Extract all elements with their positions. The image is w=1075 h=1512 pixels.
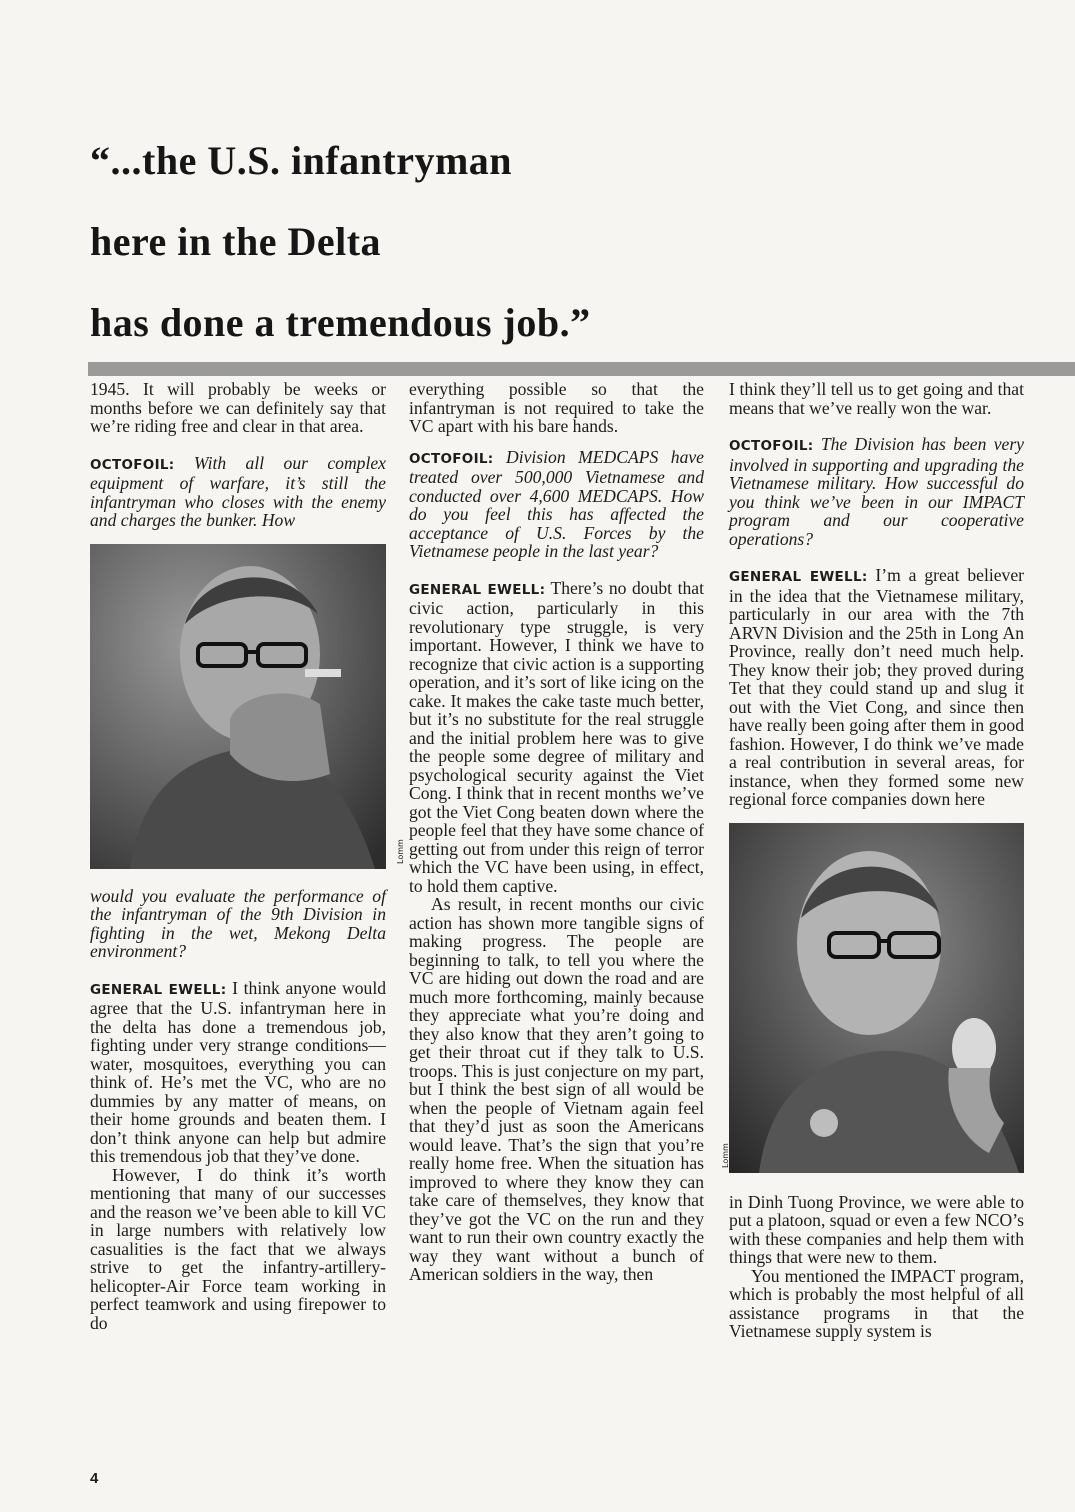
speaker-octofoil: OCTOFOIL: <box>729 438 814 454</box>
answer-text: There’s no doubt that civic action, particularly in this revolutionary type struggle, is very important. However, I think we have to recognize that civic action is a supporting operation, and it’s sort of like icing on the cake. It makes the cake taste much better, but it’s no substitute for the real struggle and the initial problem here was to give the people some degree of military and psychological security against the Viet Cong. I think that in recent months we’ve got the Viet Cong beaten down where the people feel that they have some chance of getting out from under this reign of terror which the VC have been using, in effect, to hold them captive. <box>409 577 704 896</box>
column-2 <box>409 380 704 1284</box>
page-number: 4 <box>90 1470 99 1487</box>
headline-line-1: “...the U.S. infantryman <box>90 138 513 183</box>
question-continuation: would you evaluate the performance of the infantryman of the 9th Division in fighting in the wet, Mekong Delta environment? <box>90 885 386 961</box>
portrait-photo-1 <box>90 544 405 869</box>
photo-credit: Lomm <box>721 1142 730 1168</box>
octofoil-question-3 <box>729 435 1024 548</box>
question-text: The Division has been very involved in supporting and upgrading the Vietnamese military. How successful do you think we’ve been in our IMPACT program and our cooperative operations? <box>729 434 1024 549</box>
ewell-answer-3 <box>729 566 1024 809</box>
headline-line-2: here in the Delta <box>90 219 382 264</box>
col1-paragraph: 1945. It will probably be weeks or months before we can definitely say that we’re riding free and clear in that area. <box>90 379 386 436</box>
col3-paragraph: I think they’ll tell us to get going and that means that we’ve really won the war. <box>729 379 1024 418</box>
octofoil-question-2 <box>409 448 704 561</box>
speaker-octofoil: OCTOFOIL: <box>90 456 175 473</box>
answer-continuation: in Dinh Tuong Province, we were able to put a platoon, squad or even a few NCO’s with these companies and help them with things that were new to them. <box>729 1191 1024 1267</box>
answer-paragraph: However, I do think it’s worth mentioning that many of our successes and the reason we’ve been able to kill VC in large numbers with relatively low casualities is the fact that we always strive to get the infantry-artillery-helicopter-Air Force team working in perfect teamwork and using firepower to do <box>90 1164 386 1333</box>
speaker-ewell: GENERAL EWELL: <box>409 581 546 598</box>
question-text: With all our complex equipment of warfare, it’s still the infantryman who closes with the enemy and charges the bunker. How <box>90 452 386 530</box>
answer-text: I’m a great believer in the idea that the Vietnamese military, particularly in our area with the 7th ARVN Division and the 25th in Long An Province, really don’t need much help. They know their job; they proved during Tet that they could stand up and slug it out with the Viet Cong, and since then have really been going after them in good fashion. However, I do think we’ve made a real contribution in several areas, for instance, when they formed some new regional force companies down here <box>729 565 1024 809</box>
octofoil-question-1 <box>90 454 386 530</box>
speaker-ewell: GENERAL EWELL: <box>90 981 227 998</box>
speaker-octofoil: OCTOFOIL: <box>409 450 494 467</box>
answer-paragraph: As result, in recent months our civic action has shown more tangible signs of making progress. The people are beginning to talk, to tell you where the VC are hiding out down the road and are much more forthcoming, mainly because they appreciate what you’re doing and they also know that they aren’t going to get their throat cut if they talk to U.S. troops. This is just conjecture on my part, but I think the best sign of all would be when the people of Vietnam again feel that they’d just as soon the Americans would leave. That’s the sign that you’re really home free. When the situation has improved to where they know they can take care of themselves, they know that they’ve got the VC on the run and they want to run their own country exactly the way they want without a bunch of American soldiers in the way, then <box>409 894 704 1284</box>
question-text: Division MEDCAPS have treated over 500,000 Vietnamese and conducted over 4,600 MEDCAPS. How do you feel this has affected the acceptance of U.S. Forces by the Vietnamese people in the last year? <box>409 446 704 561</box>
portrait-photo-2 <box>721 823 1024 1173</box>
speaker-ewell: GENERAL EWELL: <box>729 569 868 585</box>
photo-credit: Lomm <box>396 838 405 864</box>
column-1 <box>90 379 405 1333</box>
answer-paragraph: You mentioned the IMPACT program, which is probably the most helpful of all assistance programs in that the Vietnamese supply system is <box>729 1265 1024 1341</box>
ewell-answer-1 <box>90 979 386 1166</box>
section-divider <box>88 362 1075 376</box>
column-3 <box>721 379 1024 1341</box>
headline-line-3: has done a tremendous job.” <box>90 300 591 345</box>
article-headline <box>90 120 790 363</box>
ewell-answer-2 <box>409 579 704 896</box>
answer-text: I think anyone would agree that the U.S. infantryman here in the delta has done a tremendous job, fighting under very strange conditions—water, mosquitoes, everything you can think of. He’s met the VC, who are no dummies by any matter of means, on their home grounds and beaten them. I don’t think anyone can help but admire this tremendous job that they’ve done. <box>90 977 387 1166</box>
col2-paragraph: everything possible so that the infantryman is not required to take the VC apart with his bare hands. <box>409 379 704 436</box>
